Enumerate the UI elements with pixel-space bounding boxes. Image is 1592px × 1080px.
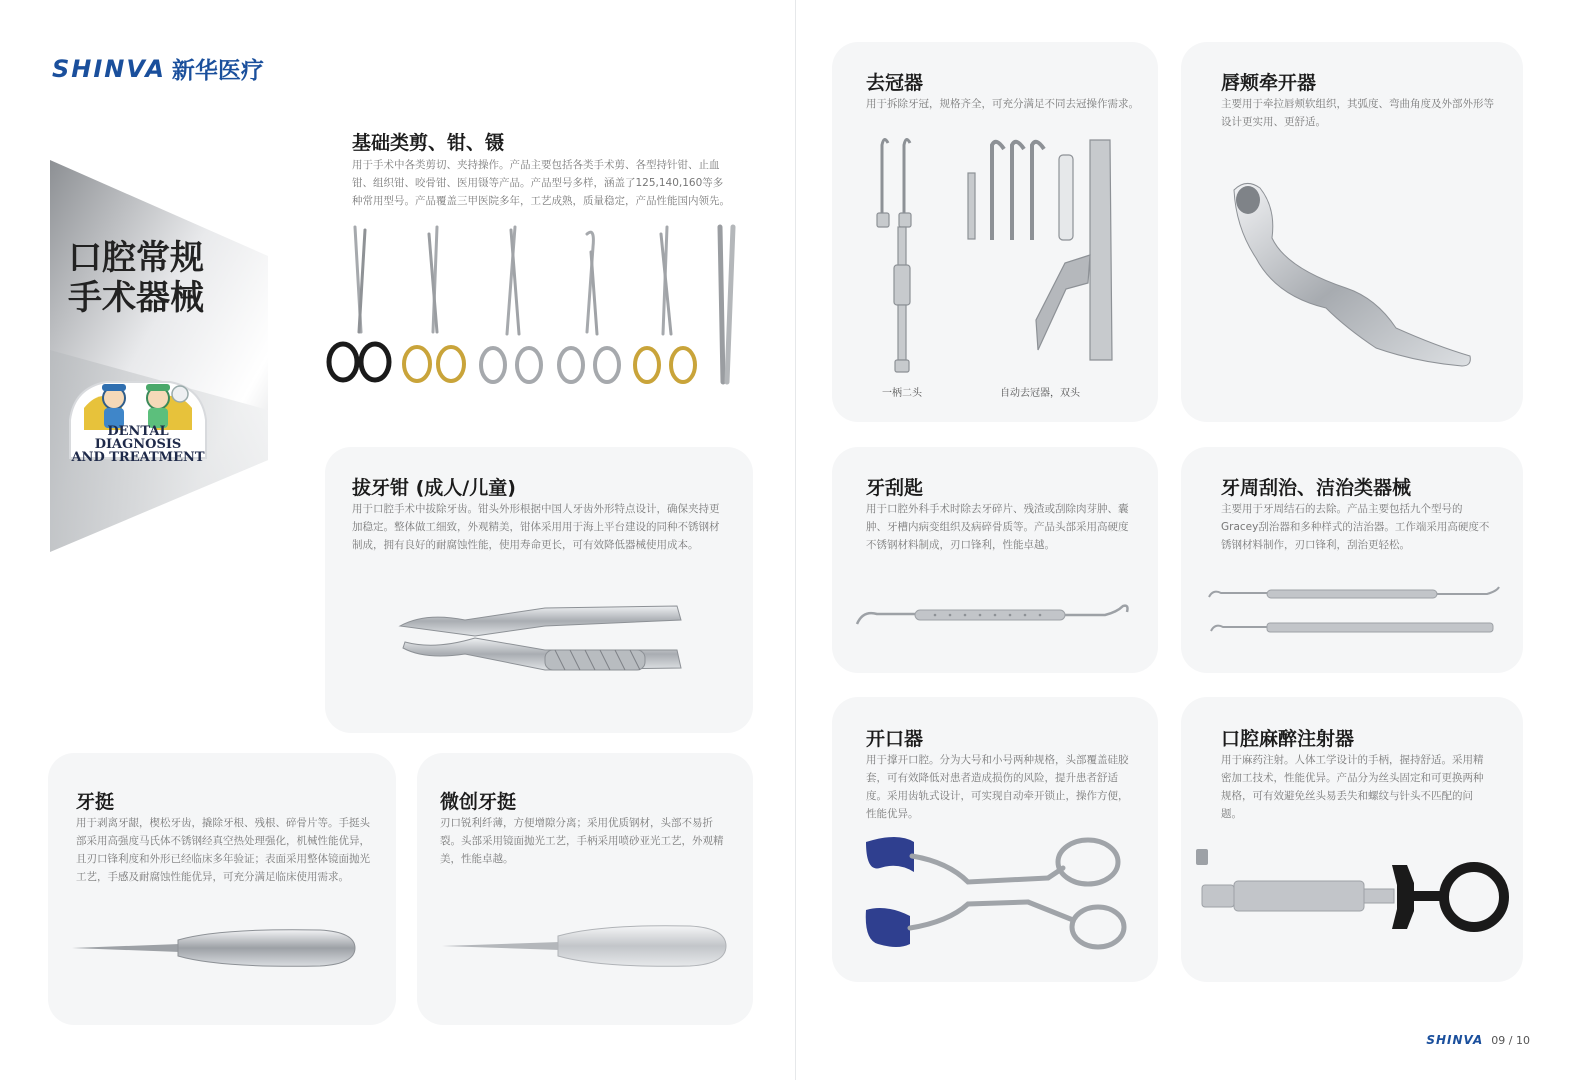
retractor-title: 唇颊牵开器 [1221, 72, 1317, 94]
mouth-gag-image [858, 832, 1133, 962]
badge-line-2: AND TREATMENT [71, 450, 205, 465]
footer-brand: SHINVA [1426, 1033, 1484, 1047]
badge-line-1: DENTAL DIAGNOSIS [94, 424, 182, 452]
crown-caption-1: 一柄二头 [882, 388, 922, 399]
mouth-gag-title: 开口器 [866, 728, 924, 750]
page-fold [795, 0, 796, 1080]
retractor-image [1226, 178, 1478, 368]
retractor-desc: 主要用于牵拉唇颊软组织，其弧度、弯曲角度及外部外形等设计更实用、更舒适。 [1221, 98, 1494, 128]
extraction-forceps-image [395, 598, 685, 678]
scaler-desc: 主要用于牙周结石的去除。产品主要包括九个型号的Gracey刮治器和多种样式的洁治器。工作端采用高硬度不锈钢材料制作，刃口锋利，刮治更轻松。 [1221, 503, 1490, 551]
syringe-title: 口腔麻醉注射器 [1221, 728, 1355, 750]
banner-line-2: 手术器械 [68, 278, 204, 318]
crown-desc: 用于拆除牙冠，规格齐全，可充分满足不同去冠操作需求。 [866, 98, 1139, 110]
elevator-desc: 用于剥离牙龈，楔松牙齿，撬除牙根、残根、碎骨片等。手挺头部采用高强度马氏体不锈钢经真空热处理强化，机械性能优异，且刃口锋利度和外形已经临床多年验证；表面采用整体镜面抛光工艺，手感及耐腐蚀性能优异，可充分满足临床使用需求。 [76, 817, 370, 883]
curette-desc: 用于口腔外科手术时除去牙碎片、残渣或刮除肉芽肿、囊肿、牙槽内病变组织及病碎骨质等。产品头部采用高硬度不锈钢材料制成，刃口锋利，性能卓越。 [866, 503, 1129, 551]
syringe-image [1192, 845, 1514, 950]
brand-logo [52, 52, 264, 85]
elevator-title: 牙挺 [76, 791, 115, 813]
crown-title: 去冠器 [866, 72, 924, 94]
scissors-forceps-image [325, 222, 750, 387]
forceps-desc: 用于口腔手术中拔除牙齿。钳头外形根据中国人牙齿外形特点设计，确保夹持更加稳定。整体做工细致，外观精美，钳体采用用于海上平台建设的同种不锈钢材制成，拥有良好的耐腐蚀性能，使用寿命更长，可有效降低器械使用成本。 [352, 503, 720, 551]
curette-image [855, 602, 1133, 632]
elevator-image [70, 918, 360, 978]
banner-title [68, 238, 204, 318]
crown-caption-2: 自动去冠器，双头 [1000, 388, 1080, 399]
mini-elevator-desc: 刃口锐利纤薄，方便增隙分离；采用优质钢材，头部不易折裂。头部采用镜面抛光工艺，手柄采用喷砂亚光工艺，外观精美，性能卓越。 [440, 817, 724, 865]
crown-remover-image [860, 135, 1130, 380]
badge-text [62, 425, 214, 464]
banner-line-1: 口腔常规 [68, 238, 204, 278]
syringe-desc: 用于麻药注射。人体工学设计的手柄，握持舒适。采用精密加工技术，性能优异。产品分为丝头固定和可更换两种规格，可有效避免丝头易丢失和螺纹与针头不匹配的问题。 [1221, 754, 1484, 820]
scaler-image [1207, 585, 1501, 645]
scissors-desc: 用于手术中各类剪切、夹持操作。产品主要包括各类手术剪、各型持针钳、止血钳、组织钳、咬骨钳、医用镊等产品。产品型号多样，涵盖了125,140,160等多种常用型号。产品覆盖三甲医院多年，工艺成熟，质量稳定，产品性能国内领先。 [352, 159, 730, 207]
curette-title: 牙刮匙 [866, 477, 924, 499]
banner-shape [50, 160, 272, 562]
brand-en: SHINVA [52, 54, 166, 83]
page-number: 09 / 10 [1491, 1033, 1530, 1047]
forceps-title: 拔牙钳 (成人/儿童) [352, 477, 516, 499]
page-footer [1426, 1033, 1530, 1047]
mouth-gag-desc: 用于撑开口腔。分为大号和小号两种规格，头部覆盖硅胶套，可有效降低对患者造成损伤的风险，提升患者舒适度。采用齿轨式设计，可实现自动牵开锁止，操作方便，性能优异。 [866, 754, 1129, 820]
brand-cn: 新华医疗 [171, 58, 264, 84]
scissors-title: 基础类剪、钳、镊 [352, 132, 505, 154]
mini-elevator-image [440, 918, 730, 973]
mini-elevator-title: 微创牙挺 [440, 791, 517, 813]
scaler-title: 牙周刮治、洁治类器械 [1221, 477, 1412, 499]
